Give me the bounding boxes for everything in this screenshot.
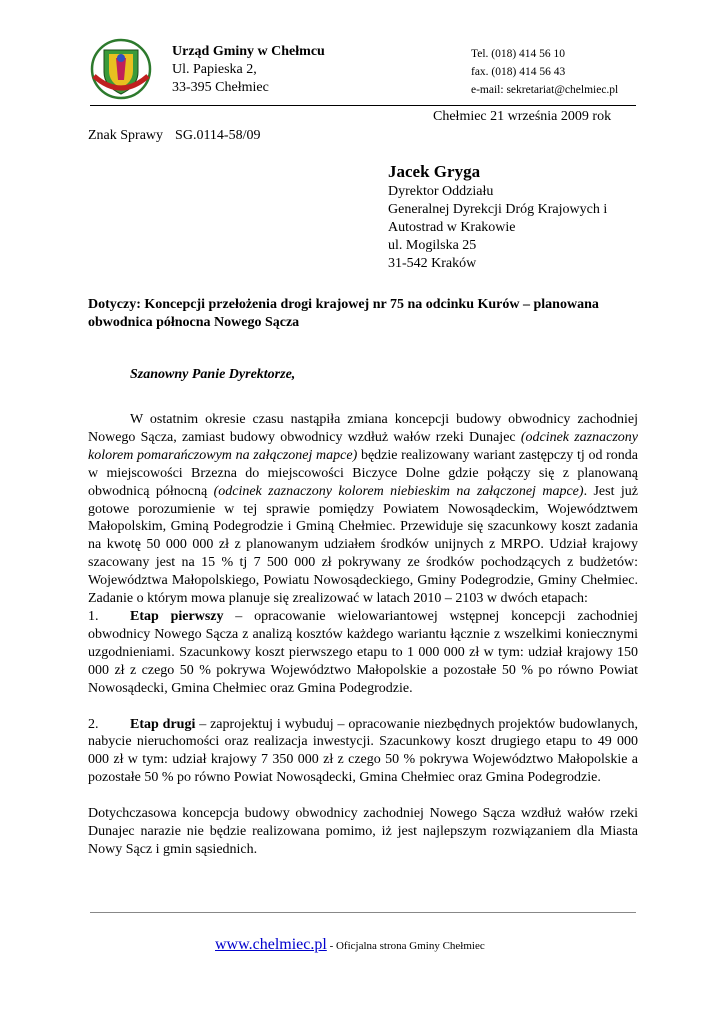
salutation: Szanowny Panie Dyrektorze, [130,367,296,382]
org-street: Ul. Papieska 2, [172,62,257,77]
header-divider [90,105,636,106]
org-email: e-mail: sekretariat@chelmiec.pl [471,84,619,96]
addressee-line: Autostrad w Krakowie [388,220,516,235]
stage-text: – zaprojektuj i wybuduj – opracowanie niezbędnych projektów budowlanych, nabycie nieruchomości oraz realizacja inwestycji. Szacunkowy koszt drugiego etapu to 49 000 000 zł w tym: udział krajowy 7 350 000 zł z czego 50 % pokrywa Województwo Małopolskie a pozostałe 50 % po równo Powiat Nowosądecki, Gmina Chełmiec oraz Gmina Podegrodzie. [88,716,638,786]
letterhead-address [172,43,325,97]
letterhead-contacts [471,45,618,99]
org-phone: Tel. (018) 414 56 10 [471,48,566,60]
list-number: 2. [88,716,99,732]
letter-date: Chełmiec 21 września 2009 rok [433,109,612,124]
italic-note: (odcinek zaznaczony kolorem pomarańczowym na załączonej mapce) [88,429,638,463]
letter-body [88,411,638,859]
stage-one-item [88,608,638,698]
footer-caption: - Oficjalna strona Gminy Chełmiec [326,940,485,952]
case-reference [88,128,260,144]
org-city: 33-395 Chełmiec [172,80,269,95]
addressee-name: Jacek Gryga [388,162,481,181]
case-reference-label: Znak Sprawy [88,128,164,143]
org-fax: fax. (018) 414 56 43 [471,66,566,78]
addressee-line: Generalnej Dyrekcji Dróg Krajowych i [388,202,608,217]
case-reference-code: SG.0114-58/09 [175,128,261,143]
text-run: W ostatnim okresie czasu nastąpiła zmiana koncepcji budowy obwodnicy zachodniej Nowego Sącza, zamiast budowy obwodnicy wzdłuż wałów rzeki Dunajec [88,412,638,445]
footer-divider [90,912,636,913]
text-run: . Jest już gotowe porozumienie w tej sprawie pomiędzy Powiatem Nowosądeckim, Województwem Małopolskim, Gminą Podegrodzie i Gminą Chełmiec. Przewiduje się szacunkowy koszt zadania na kwotę 50 000 000 zł z planowanym udziałem środków unijnych z MRPO. Udział krajowy szacowany jest na 15 % tj 7 500 000 zł pokrywany ze środków pochodzących z budżetów: Województwa Małopolskiego, Powiatu Nowosądeckiego, Gminy Podegrodzie, Gminy Chełmiec. Zadanie o którym mowa planuje się zrealizować w latach 2010 – 2103 w dwóch etapach: [88,483,638,607]
website-link[interactable]: www.chelmiec.pl [215,936,327,953]
footer [215,936,485,954]
text-run: będzie realizowany wariant zastępczy tj od ronda w miejscowości Brzezna do miejscowości Biczyce Dolne gdzie połączy się z planowaną obwodnicą północną [88,447,638,499]
stage-two-item [88,716,638,788]
body-paragraph-intro [88,411,638,608]
stage-title: Etap pierwszy [130,608,224,624]
italic-note: (odcinek zaznaczony kolorem niebieskim na załączonej mapce) [213,483,584,499]
addressee-line: 31-542 Kraków [388,256,477,271]
addressee-line: ul. Mogilska 25 [388,238,477,253]
body-paragraph-final: Dotychczasowa koncepcja budowy obwodnicy zachodniej Nowego Sącza wzdłuż wałów rzeki Dunajec narazie nie będzie realizowana pomimo, iż jest najlepszym rozwiązaniem dla Miasta Nowy Sącz i gmin sąsiednich. [88,806,638,857]
letter-subject: Dotyczy: Koncepcji przełożenia drogi krajowej nr 75 na odcinku Kurów – planowana obwodnica północna Nowego Sącza [88,297,599,330]
org-name: Urząd Gminy w Chełmcu [172,44,325,59]
municipality-coat-of-arms-logo [90,38,152,100]
stage-text: – opracowanie wielowariantowej wstępnej koncepcji zachodniej obwodnicy Nowego Sącza z analizą kosztów każdego wariantu łącznie z wszelkimi koniecznymi uzgodnieniami. Szacunkowy koszt pierwszego etapu to 1 000 000 zł w tym: udział krajowy 150 000 zł z czego 50 % pokrywa Województwo Małopolskie a pozostałe 50 % po równo Powiat Nowosądecki, Gmina Chełmiec oraz Gmina Podegrodzie. [88,608,638,696]
addressee-block [388,161,607,273]
addressee-line: Dyrektor Oddziału [388,184,494,199]
list-number: 1. [88,608,99,624]
stage-title: Etap drugi [130,716,196,732]
